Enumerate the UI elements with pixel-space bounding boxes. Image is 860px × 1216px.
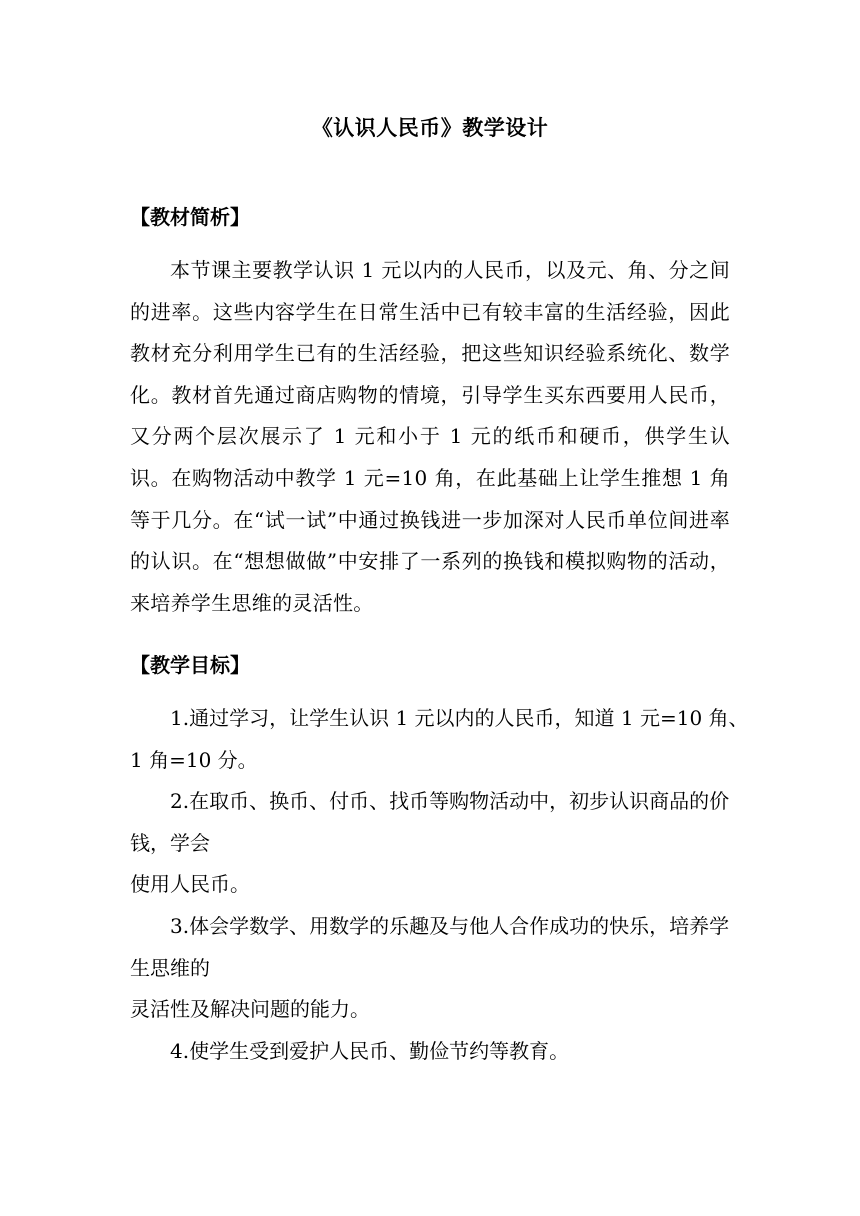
goal-2-line-2: 钱，学会: [130, 830, 210, 855]
section-heading-textbook-analysis: 【教材简析】: [130, 205, 250, 229]
goal-list: [130, 698, 749, 1072]
section-heading-teaching-goals: 【教学目标】: [130, 653, 250, 677]
goal-3-line-1: 3.体会学数学、用数学的乐趣及与他人合作成功的快乐，培养学: [170, 913, 730, 938]
goal-1-line-2: 1 角=10 分。: [130, 747, 258, 772]
goal-2-line-1: 2.在取币、换币、付币、找币等购物活动中，初步认识商品的价: [170, 789, 730, 814]
goal-1-line-1: 1.通过学习，让学生认识 1 元以内的人民币，知道 1 元=10 角、: [170, 706, 749, 730]
paragraph-textbook-analysis: 本节课主要教学认识 1 元以内的人民币，以及元、角、分之间的进率。这些内容学生在日常生活中已有较丰富的生活经验，因此教材充分利用学生已有的生活经验，把这些知识经验系统化、数学化。教材首先通过商店购物的情境，引导学生买东西要用人民币，又分两个层次展示了 1 元和小于 1 元的纸币和硬币，供学生认识。在购物活动中教学 1 元=10 角，在此基础上让学生推想 1 角等于几分。在“试一试”中通过换钱进一步加深对人民币单位间进率的认识。在“想想做做”中安排了一系列的换钱和模拟购物的活动，来培养学生思维的灵活性。: [130, 258, 730, 615]
goal-3-line-2: 生思维的: [130, 955, 210, 980]
goal-4-line-1: 4.使学生受到爱护人民币、勤俭节约等教育。: [170, 1038, 570, 1063]
section-textbook-analysis: [130, 202, 730, 624]
goal-3-line-3: 灵活性及解决问题的能力。: [130, 997, 370, 1022]
document-title: 《认识人民币》教学设计: [311, 115, 549, 140]
section-teaching-goals: [130, 650, 749, 1072]
goal-2-line-3: 使用人民币。: [130, 872, 250, 897]
